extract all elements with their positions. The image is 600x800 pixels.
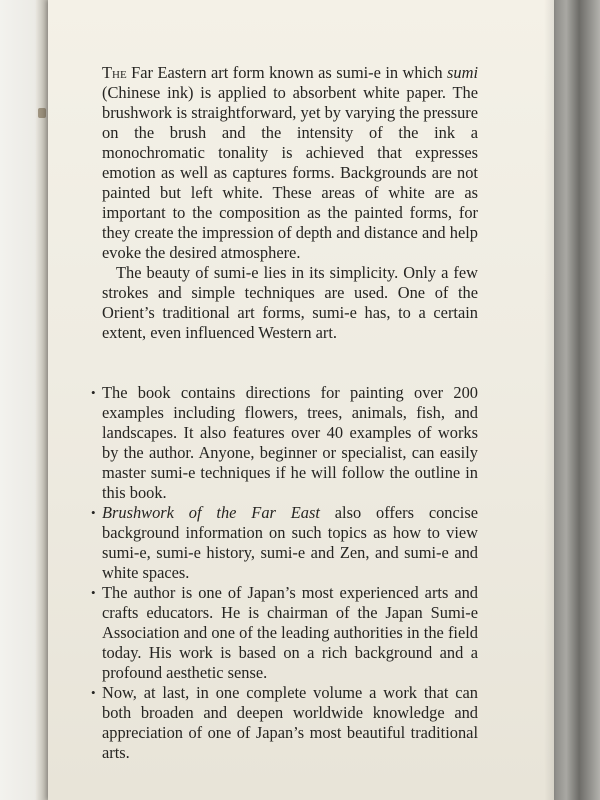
spine-mark (38, 108, 46, 118)
intro-paragraph-1 (102, 63, 478, 263)
bullet-item-1 (91, 383, 478, 503)
bullet-list (91, 383, 478, 763)
bullet-marker: • (91, 685, 96, 700)
bullet-item-3 (91, 583, 478, 683)
intro-p1-text: Far Eastern art form known as sumi-e in which (126, 63, 448, 82)
book-title: Brushwork of the Far East (102, 503, 320, 522)
intro-p1-italic: sumi (447, 63, 478, 82)
bullet-item-3-text: The author is one of Japan’s most experienced arts and crafts educators. He is chairman of the Japan Sumi-e Association and one of the leading authorities in the field today. His work is based on a rich background and a profound aesthetic sense. (102, 583, 478, 682)
lead-word: The (102, 63, 127, 82)
intro-paragraph-2: The beauty of sumi-e lies in its simplicity. Only a few strokes and simple techniques are used. One of the Orient’s traditional art forms, sumi-e has, to a certain extent, even influenced Western art. (102, 263, 478, 342)
bullet-item-2-text: also offers concise background information on such topics as how to view sumi-e, sumi-e history, sumi-e and Zen, and sumi-e and white spaces. (102, 503, 478, 582)
intro-section (102, 63, 478, 343)
bullet-item-2 (91, 503, 478, 583)
bullet-marker: • (91, 385, 96, 400)
bullet-marker: • (91, 505, 96, 520)
intro-p1-rest: (Chinese ink) is applied to absorbent white paper. The brushwork is straightforward, yet by varying the pressure on the brush and the intensity of the ink a monochromatic tonality is achieved that expresses emotion as well as captures forms. Backgrounds are not painted but left white. These areas of white are as important to the composition as the painted forms, for they create the impression of depth and distance and help evoke the desired atmosphere. (102, 83, 478, 262)
bullet-item-1-text: The book contains directions for painting over 200 examples including flowers, trees, animals, fish, and landscapes. It also features over 40 examples of works by the author. Anyone, beginner or specialist, can easily master sumi-e techniques if he will follow the outline in this book. (102, 383, 478, 502)
bullet-item-4 (91, 683, 478, 763)
background-right (548, 0, 600, 800)
bullet-item-4-text: Now, at last, in one complete volume a work that can both broaden and deepen worldwide knowledge and appreciation of one of Japan’s most beautiful traditional arts. (102, 683, 478, 762)
bullet-marker: • (91, 585, 96, 600)
